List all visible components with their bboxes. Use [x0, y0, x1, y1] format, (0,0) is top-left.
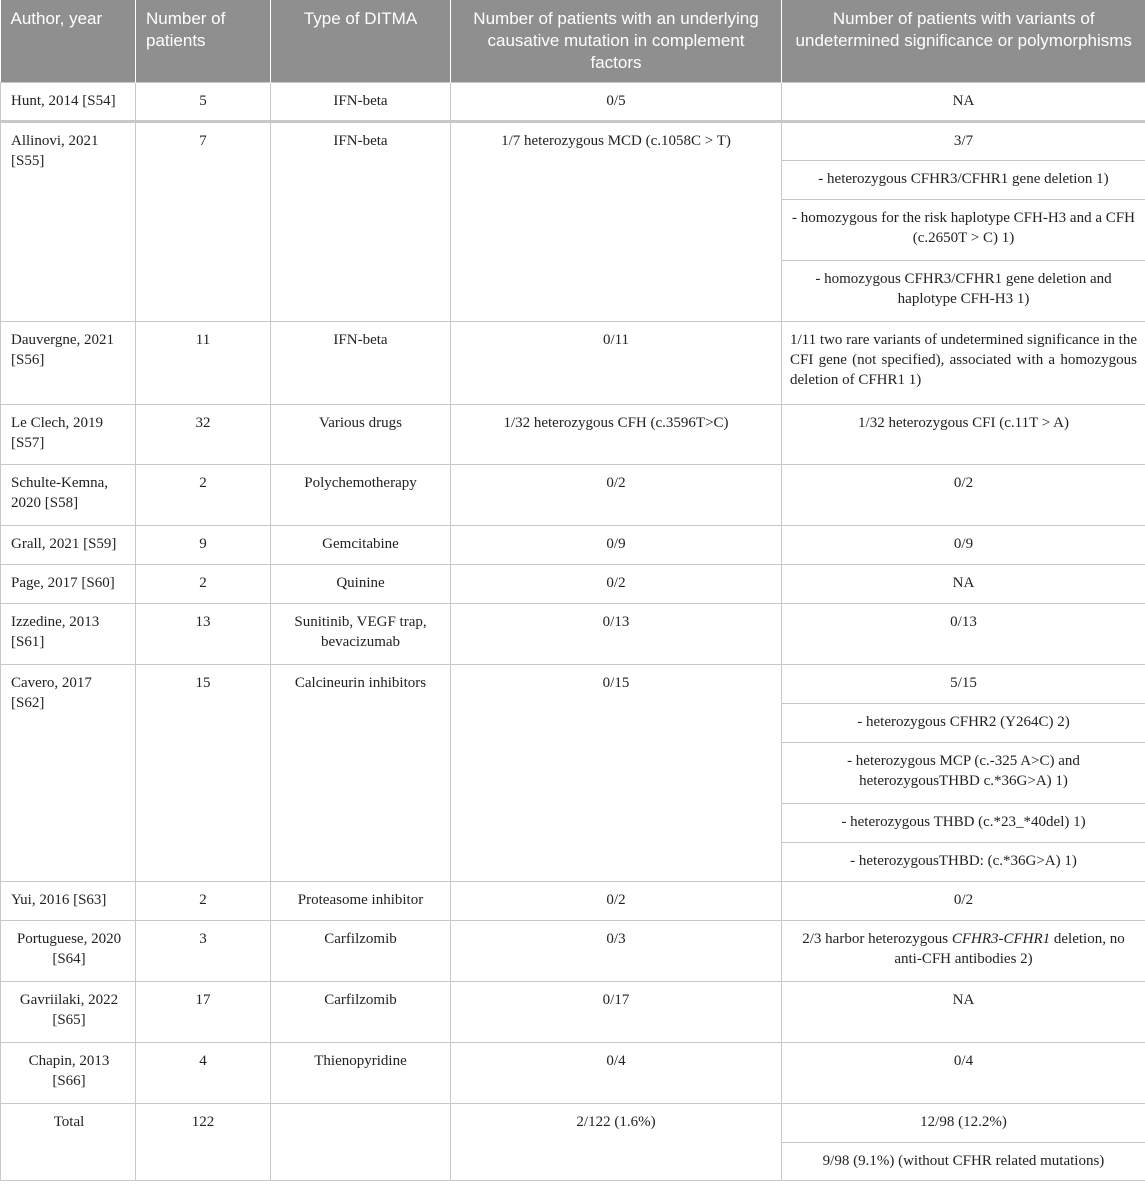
header-number-of-patients: Number of patients [136, 0, 271, 83]
author-cell: Izzedine, 2013 [S61] [1, 604, 136, 665]
table-row [1, 565, 1145, 604]
variants-cell: 5/15 [782, 665, 1145, 704]
author-cell: Yui, 2016 [S63] [1, 882, 136, 921]
variants-cell: 0/13 [782, 604, 1145, 665]
patients-cell: 15 [136, 665, 271, 882]
author-cell: Hunt, 2014 [S54] [1, 83, 136, 122]
variants-cell: 0/4 [782, 1043, 1145, 1104]
variants-text-pre: 2/3 harbor heterozygous [802, 931, 952, 947]
variants-cell: NA [782, 982, 1145, 1043]
variants-cell: - heterozygous CFHR3/CFHR1 gene deletion 1) [782, 161, 1145, 200]
table-row [1, 526, 1145, 565]
table-row [1, 882, 1145, 921]
mutation-cell: 0/2 [451, 465, 782, 526]
variants-cell: - heterozygous CFHR2 (Y264C) 2) [782, 704, 1145, 743]
total-type [271, 1104, 451, 1181]
total-variants: 12/98 (12.2%) [782, 1104, 1145, 1143]
header-variants: Number of patients with variants of undetermined significance or polymorphisms [782, 0, 1145, 83]
mutation-cell: 0/17 [451, 982, 782, 1043]
variants-cell: 0/2 [782, 882, 1145, 921]
author-cell: Grall, 2021 [S59] [1, 526, 136, 565]
variants-cell: 1/11 two rare variants of undetermined significance in the CFI gene (not specified), associated with a homozygous deletion of CFHR1 1) [782, 322, 1145, 405]
patients-cell: 2 [136, 465, 271, 526]
total-row [1, 1104, 1145, 1143]
variants-cell: - homozygous CFHR3/CFHR1 gene deletion and haplotype CFH-H3 1) [782, 261, 1145, 322]
variants-cell: 3/7 [782, 122, 1145, 161]
table-row [1, 405, 1145, 465]
mutation-cell: 0/4 [451, 1043, 782, 1104]
patients-cell: 13 [136, 604, 271, 665]
type-cell: IFN-beta [271, 122, 451, 322]
patients-cell: 5 [136, 83, 271, 122]
author-cell: Allinovi, 2021 [S55] [1, 122, 136, 322]
mutation-cell: 1/7 heterozygous MCD (c.1058C > T) [451, 122, 782, 322]
patients-cell: 11 [136, 322, 271, 405]
total-variants-without-cfhr: 9/98 (9.1%) (without CFHR related mutations) [782, 1143, 1145, 1181]
type-cell: Sunitinib, VEGF trap, bevacizumab [271, 604, 451, 665]
variants-cell: NA [782, 565, 1145, 604]
type-cell: IFN-beta [271, 83, 451, 122]
table-row [1, 465, 1145, 526]
mutation-cell: 0/5 [451, 83, 782, 122]
type-cell: Carfilzomib [271, 982, 451, 1043]
mutation-cell: 0/13 [451, 604, 782, 665]
table-row [1, 604, 1145, 665]
table-row [1, 1043, 1145, 1104]
header-row [1, 0, 1145, 83]
author-cell: Schulte-Kemna, 2020 [S58] [1, 465, 136, 526]
mutation-cell: 0/15 [451, 665, 782, 882]
mutation-cell: 0/11 [451, 322, 782, 405]
patients-cell: 17 [136, 982, 271, 1043]
variants-cell: 0/9 [782, 526, 1145, 565]
type-cell: Thienopyridine [271, 1043, 451, 1104]
type-cell: IFN-beta [271, 322, 451, 405]
type-cell: Calcineurin inhibitors [271, 665, 451, 882]
author-cell: Dauvergne, 2021 [S56] [1, 322, 136, 405]
variants-cell [782, 921, 1145, 982]
total-label: Total [1, 1104, 136, 1181]
mutation-cell: 0/2 [451, 565, 782, 604]
patients-cell: 32 [136, 405, 271, 465]
type-cell: Proteasome inhibitor [271, 882, 451, 921]
variants-cell: - heterozygousTHBD: (c.*36G>A) 1) [782, 843, 1145, 882]
mutation-cell: 1/32 heterozygous CFH (c.3596T>C) [451, 405, 782, 465]
header-author-year: Author, year [1, 0, 136, 83]
header-type-of-ditma: Type of DITMA [271, 0, 451, 83]
variants-cell: 0/2 [782, 465, 1145, 526]
table-row [1, 921, 1145, 982]
table-row [1, 982, 1145, 1043]
variants-cell: - heterozygous MCP (c.-325 A>C) and heterozygousTHBD c.*36G>A) 1) [782, 743, 1145, 804]
variants-cell: NA [782, 83, 1145, 122]
author-cell: Cavero, 2017 [S62] [1, 665, 136, 882]
total-patients: 122 [136, 1104, 271, 1181]
patients-cell: 7 [136, 122, 271, 322]
type-cell: Various drugs [271, 405, 451, 465]
variants-cell: - heterozygous THBD (c.*23_*40del) 1) [782, 804, 1145, 843]
header-causative-mutation: Number of patients with an underlying causative mutation in complement factors [451, 0, 782, 83]
patients-cell: 2 [136, 565, 271, 604]
type-cell: Polychemotherapy [271, 465, 451, 526]
patients-cell: 3 [136, 921, 271, 982]
author-cell: Le Clech, 2019 [S57] [1, 405, 136, 465]
table-row [1, 122, 1145, 161]
table-row [1, 322, 1145, 405]
mutation-cell: 0/9 [451, 526, 782, 565]
table-row [1, 83, 1145, 122]
author-cell: Chapin, 2013 [S66] [1, 1043, 136, 1104]
patients-cell: 9 [136, 526, 271, 565]
author-cell: Page, 2017 [S60] [1, 565, 136, 604]
variants-cell: 1/32 heterozygous CFI (c.11T > A) [782, 405, 1145, 465]
type-cell: Quinine [271, 565, 451, 604]
total-mutation: 2/122 (1.6%) [451, 1104, 782, 1181]
type-cell: Carfilzomib [271, 921, 451, 982]
patients-cell: 4 [136, 1043, 271, 1104]
variants-cell: - homozygous for the risk haplotype CFH-H3 and a CFH (c.2650T > C) 1) [782, 200, 1145, 261]
mutation-cell: 0/2 [451, 882, 782, 921]
author-cell: Portuguese, 2020 [S64] [1, 921, 136, 982]
author-cell: Gavriilaki, 2022 [S65] [1, 982, 136, 1043]
variants-gene-name: CFHR3-CFHR1 [951, 931, 1051, 947]
variants-text-post: deletion, no anti-CFH antibodies 2) [894, 931, 1125, 967]
table-row [1, 665, 1145, 704]
patients-cell: 2 [136, 882, 271, 921]
mutation-cell: 0/3 [451, 921, 782, 982]
type-cell: Gemcitabine [271, 526, 451, 565]
